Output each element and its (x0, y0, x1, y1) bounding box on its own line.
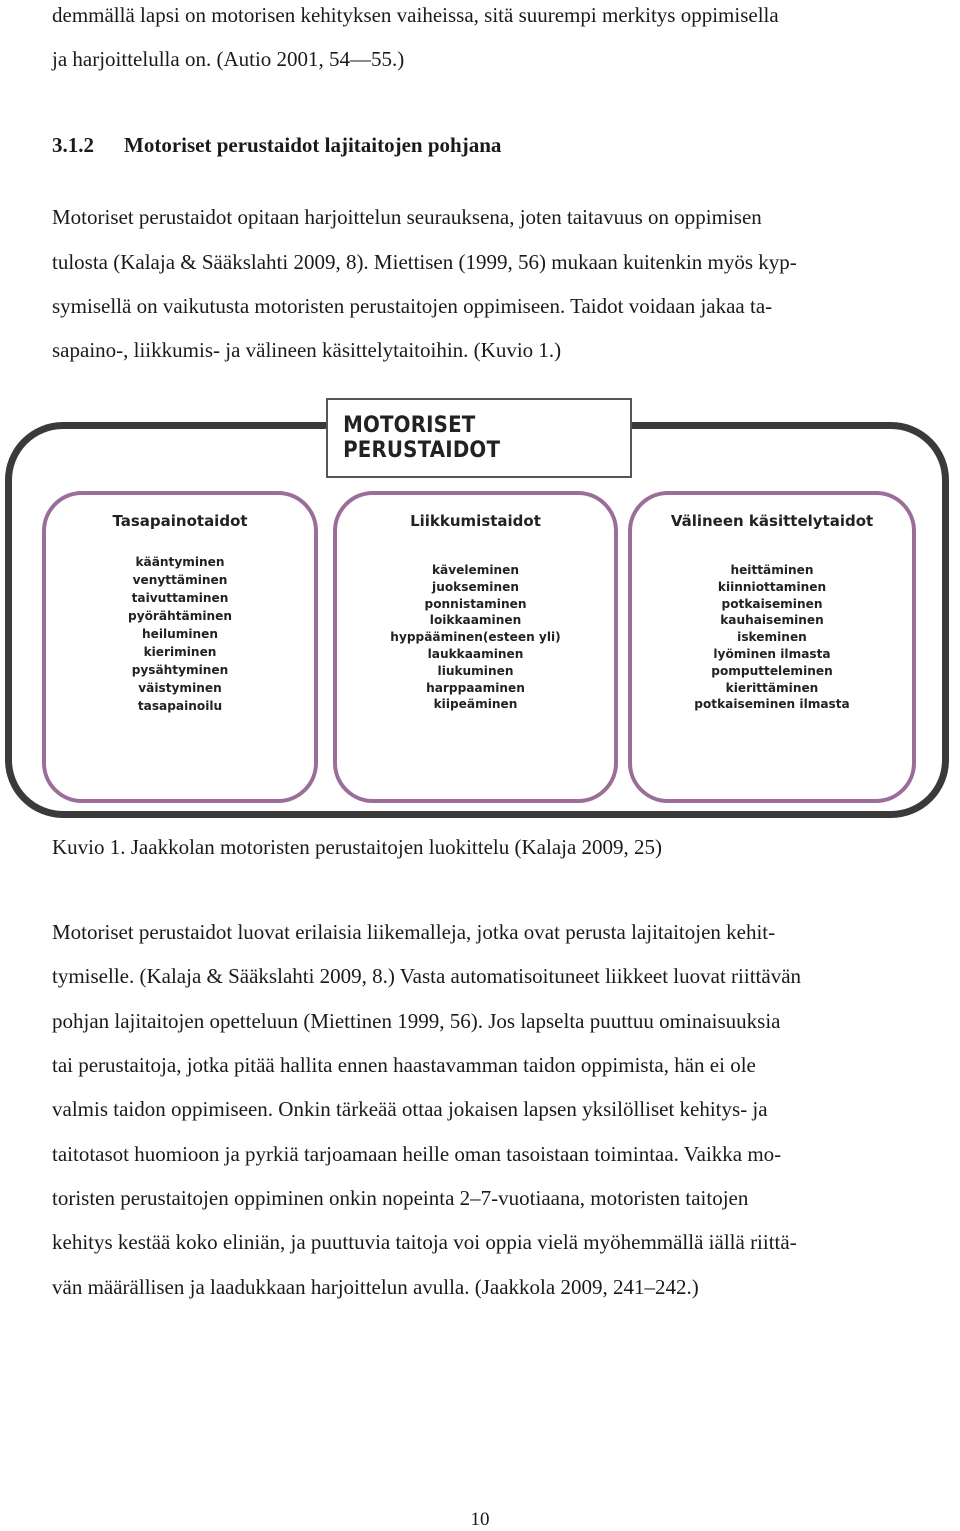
list-item: kääntyminen (135, 554, 225, 569)
paragraph2-line-4: tai perustaitoja, jotka pitää hallita ennen haastavamman taidon oppimista, hän ei ole (52, 1053, 756, 1077)
paragraph2-line-1: Motoriset perustaidot luovat erilaisia liikemalleja, jotka ovat perusta lajitaitojen kehit- (52, 920, 776, 944)
list-item: potkaiseminen ilmasta (694, 696, 850, 712)
paragraph1-line-4: sapaino-, liikkumis- ja välineen käsittelytaitoihin. (Kuvio 1.) (52, 338, 562, 362)
paragraph2-line-7: toristen perustaitojen oppiminen onkin nopeinta 2–7-vuotiaana, motoristen taitojen (52, 1186, 749, 1210)
list-item: pyörähtäminen (128, 608, 232, 623)
column-title: Liikkumistaidot (410, 512, 541, 530)
list-item: heittäminen (730, 562, 814, 577)
intro-line-2: ja harjoittelulla on. (Autio 2001, 54—55.) (52, 47, 405, 71)
paragraph2-line-8: kehitys kestää koko eliniän, ja puuttuvia taitoja voi oppia vielä myöhemmällä iällä riittä- (52, 1230, 797, 1254)
list-item: heiluminen (141, 626, 219, 641)
column-balance-skills (42, 491, 318, 803)
list-item: tasapainoilu (137, 698, 223, 713)
paragraph2-line-3: pohjan lajitaitojen opetteluun (Miettinen 1999, 56). Jos lapselta puuttuu ominaisuuksia (52, 1009, 781, 1033)
list-item: potkaiseminen (721, 595, 823, 611)
motor-skills-figure (0, 395, 960, 827)
list-item: kieriminen (143, 644, 217, 659)
list-item: juokseminen (432, 578, 519, 594)
paragraph1-line-3: symisellä on vaikutusta motoristen perustaitojen oppimiseen. Taidot voidaan jakaa ta- (52, 294, 773, 318)
list-item: pomputteleminen (711, 662, 833, 678)
figure-title-box (326, 398, 632, 478)
page-number: 10 (470, 1509, 490, 1530)
column-title: Välineen käsittelytaidot (670, 512, 874, 530)
paragraph2-line-5: valmis taidon oppimiseen. Onkin tärkeää ottaa jokaisen lapsen yksilölliset kehitys- ja (52, 1097, 768, 1121)
list-item: kiipeäminen (433, 696, 518, 712)
paragraph2-line-6: taitotasot huomioon ja pyrkiä tarjoamaan heille oman tasoistaan toimintaa. Vaikka mo- (52, 1142, 782, 1166)
list-item: liukuminen (437, 662, 514, 678)
list-item: käveleminen (431, 562, 520, 577)
column-object-control-skills (628, 491, 916, 803)
list-item: loikkaaminen (429, 612, 522, 628)
list-item: harppaaminen (426, 679, 525, 695)
paragraph1-line-1: Motoriset perustaidot opitaan harjoittelun seurauksena, joten taitavuus on oppimisen (52, 205, 762, 229)
list-item: väistyminen (138, 680, 222, 695)
list-item: kierittäminen (725, 679, 819, 695)
column-title: Tasapainotaidot (112, 512, 248, 530)
intro-line-1: demmällä lapsi on motorisen kehityksen vaiheissa, sitä suurempi merkitys oppimisella (52, 3, 779, 27)
section-number: 3.1.2 (52, 133, 94, 157)
list-item: kauhaiseminen (720, 612, 824, 628)
figure-title: MOTORISET PERUSTAIDOT (343, 413, 501, 463)
paragraph1-line-2: tulosta (Kalaja & Sääkslahti 2009, 8). Miettisen (1999, 56) mukaan kuitenkin myös kyp- (52, 250, 797, 274)
list-item: kiinniottaminen (717, 578, 827, 594)
list-item: hyppääminen(esteen yli) (390, 629, 561, 645)
list-item: taivuttaminen (131, 590, 229, 605)
list-item: venyttäminen (132, 572, 228, 587)
list-item: laukkaaminen (427, 645, 524, 661)
list-item: ponnistaminen (424, 595, 527, 611)
list-item: lyöminen ilmasta (713, 645, 831, 661)
list-item: pysähtyminen (131, 662, 229, 677)
column-locomotor-skills (333, 491, 618, 803)
paragraph2-line-9: vän määrällisen ja laadukkaan harjoittelun avulla. (Jaakkola 2009, 241–242.) (52, 1275, 699, 1299)
list-item: iskeminen (737, 629, 807, 645)
section-title: Motoriset perustaidot lajitaitojen pohjana (124, 133, 502, 157)
figure-caption: Kuvio 1. Jaakkolan motoristen perustaitojen luokittelu (Kalaja 2009, 25) (52, 835, 663, 859)
section-heading (52, 133, 501, 158)
paragraph2-line-2: tymiselle. (Kalaja & Sääkslahti 2009, 8.) Vasta automatisoituneet liikkeet luovat riittävän (52, 964, 802, 988)
